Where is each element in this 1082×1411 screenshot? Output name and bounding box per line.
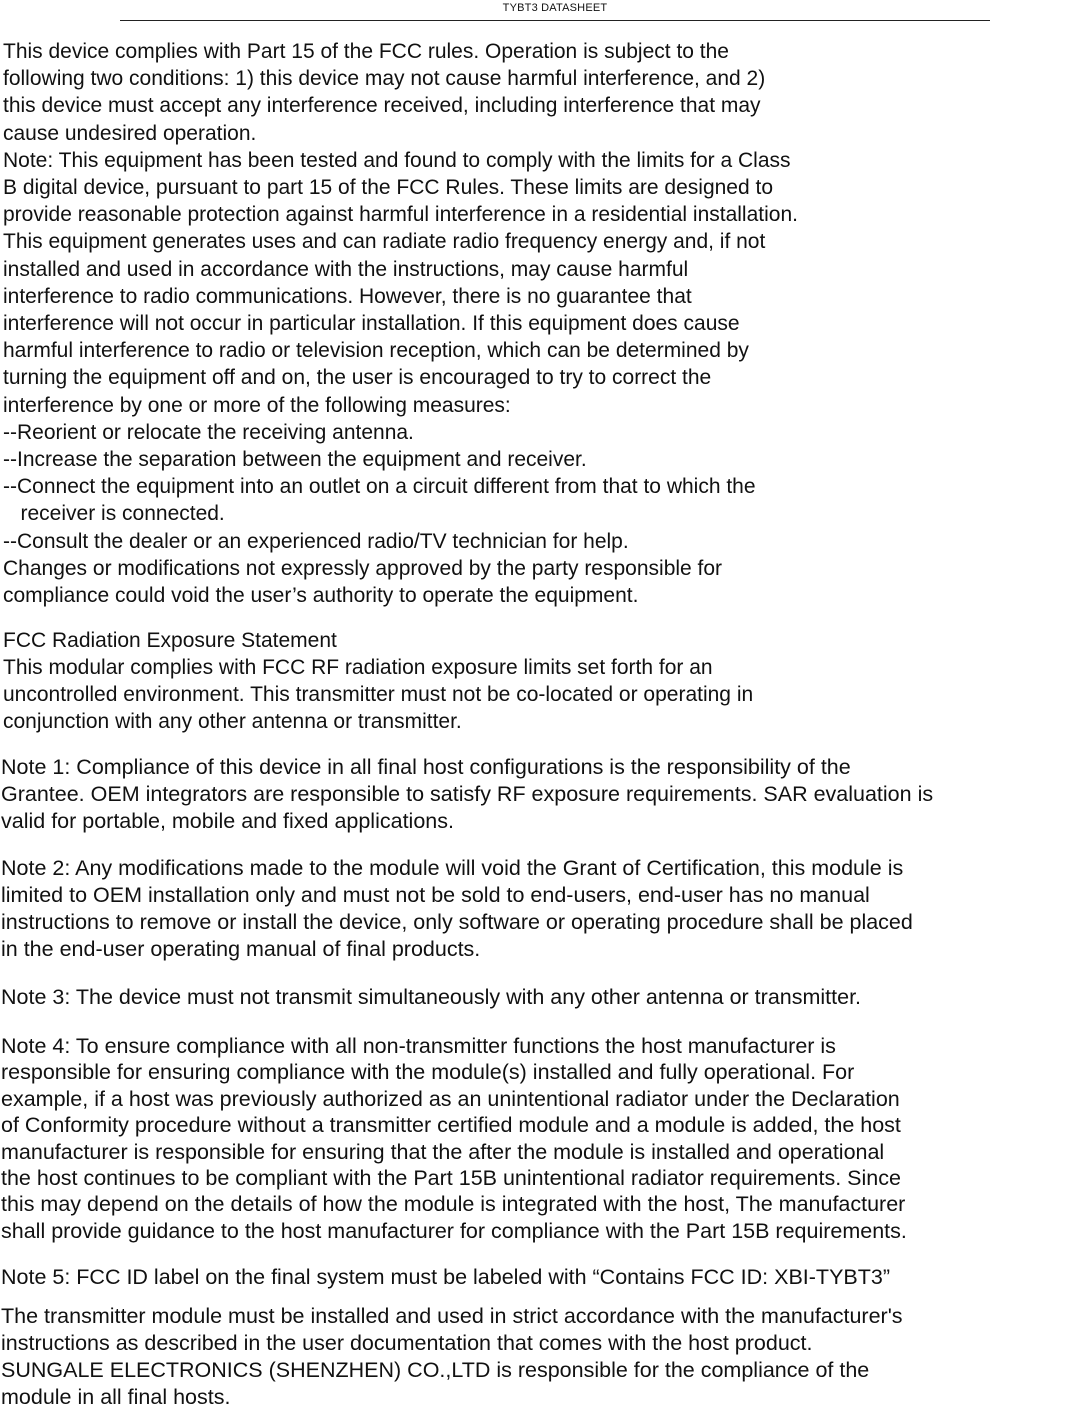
text-line: This modular complies with FCC RF radiation exposure limits set forth for an [3,656,713,679]
document-header [120,0,990,21]
text-line: example, if a host was previously authorized as an unintentional radiator under the Declaration [1,1086,900,1111]
text-line: harmful interference to radio or television reception, which can be determined by [3,339,749,363]
text-line: instructions to remove or install the device, only software or operating procedure shall be placed [1,910,913,934]
closing-statement [1,1303,903,1411]
text-line: turning the equipment off and on, the user is encouraged to try to correct the [3,366,712,390]
text-line: cause undesired operation. [3,121,257,145]
note-3 [1,984,861,1011]
text-line: Note 1: Compliance of this device in all final host configurations is the responsibility of the [1,755,851,779]
text-line: Note 5: FCC ID label on the final system must be labeled with “Contains FCC ID: XBI-TYBT3” [1,1265,890,1289]
text-line: instructions as described in the user documentation that comes with the host product. [1,1331,813,1355]
text-line: The transmitter module must be installed and used in strict accordance with the manufacturer's [1,1304,903,1328]
text-line: provide reasonable protection against harmful interference in a residential installation. [3,203,798,227]
text-line: interference will not occur in particular installation. If this equipment does cause [3,312,740,336]
text-line: B digital device, pursuant to part 15 of the FCC Rules. These limits are designed to [3,176,774,200]
text-line: --Increase the separation between the equipment and receiver. [3,448,587,472]
text-line: uncontrolled environment. This transmitter must not be co-located or operating in [3,683,754,706]
radiation-exposure-statement [3,627,753,735]
text-line: This device complies with Part 15 of the FCC rules. Operation is subject to the [3,40,729,63]
text-line: valid for portable, mobile and fixed applications. [1,809,454,833]
text-line: Changes or modifications not expressly approved by the party responsible for [3,556,723,580]
text-line: of Conformity procedure without a transmitter certified module and a module is added, the host [1,1113,901,1138]
text-line: the host continues to be compliant with the Part 15B unintentional radiator requirements. Since [1,1166,901,1191]
text-line: interference to radio communications. However, there is no guarantee that [3,284,692,308]
text-line: conjunction with any other antenna or transmitter. [3,710,462,733]
text-line: Note: This equipment has been tested and found to comply with the limits for a Class [3,148,791,172]
fcc-compliance-statement [3,38,798,609]
text-line: Note 2: Any modifications made to the module will void the Grant of Certification, this module is [1,856,904,880]
text-line: Note 3: The device must not transmit simultaneously with any other antenna or transmitter. [1,985,862,1009]
text-line: interference by one or more of the following measures: [3,393,511,417]
text-line: installed and used in accordance with the instructions, may cause harmful [3,257,689,281]
note-4 [1,1033,907,1244]
text-line: --Reorient or relocate the receiving antenna. [3,420,414,444]
text-line: SUNGALE ELECTRONICS (SHENZHEN) CO.,LTD is responsible for the compliance of the [1,1358,870,1382]
text-line: This equipment generates uses and can radiate radio frequency energy and, if not [3,230,766,254]
text-line: Grantee. OEM integrators are responsible to satisfy RF exposure requirements. SAR evaluation is [1,782,934,806]
note-5 [1,1264,890,1291]
note-2 [1,855,913,963]
text-line: in the end-user operating manual of final products. [1,937,481,961]
text-line: this device must accept any interference received, including interference that may [3,94,761,118]
datasheet-title: TYBT3 DATASHEET [502,2,608,14]
text-line: module in all final hosts. [1,1385,231,1409]
text-line: following two conditions: 1) this device may not cause harmful interference, and 2) [3,67,766,91]
text-line: --Connect the equipment into an outlet on a circuit different from that to which the [3,475,756,499]
note-1 [1,754,933,835]
text-line: compliance could void the user’s authority to operate the equipment. [3,584,639,608]
text-line: limited to OEM installation only and must not be sold to end-users, end-user has no manual [1,883,870,907]
text-line: receiver is connected. [3,502,225,526]
text-line: manufacturer is responsible for ensuring that the after the module is installed and operational [1,1139,885,1164]
section-heading: FCC Radiation Exposure Statement [3,629,337,652]
text-line: this may depend on the details of how the module is integrated with the host, The manufacturer [1,1192,906,1217]
text-line: --Consult the dealer or an experienced radio/TV technician for help. [3,529,629,553]
text-line: responsible for ensuring compliance with the module(s) installed and fully operational. For [1,1060,855,1085]
text-line: shall provide guidance to the host manufacturer for compliance with the Part 15B requirements. [1,1218,907,1243]
text-line: Note 4: To ensure compliance with all non-transmitter functions the host manufacturer is [1,1034,836,1058]
